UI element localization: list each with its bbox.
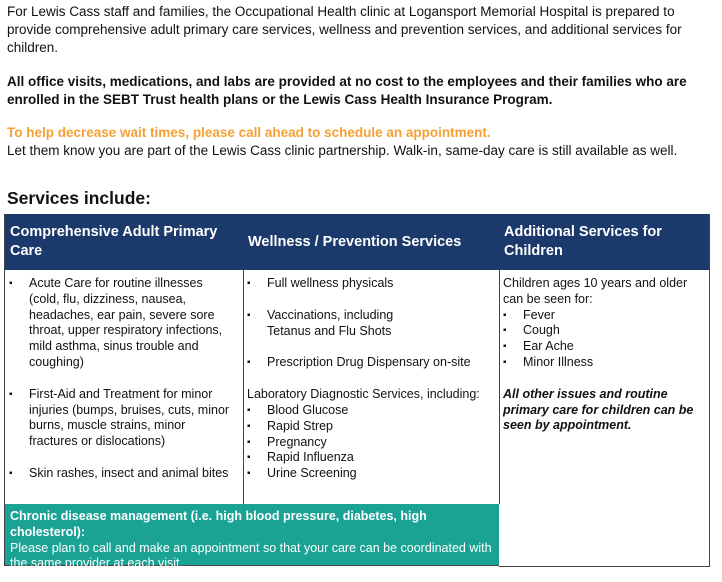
list-item: ▪ Urine Screening — [243, 466, 499, 482]
children-intro: Children ages 10 years and older can be seen for: — [503, 276, 688, 306]
wellness-column — [243, 214, 500, 504]
children-appointment-note: All other issues and routine primary care for children can be seen by appointment. — [503, 386, 694, 433]
call-ahead-note: To help decrease wait times, please call ahead to schedule an appointment. — [7, 125, 491, 140]
children-column — [499, 214, 710, 567]
adult-care-header: Comprehensive Adult Primary Care — [5, 214, 243, 270]
adult-care-list — [5, 276, 243, 482]
chronic-disease-box — [4, 504, 499, 571]
list-item: ▪ Ear Ache — [499, 339, 709, 355]
wellness-header: Wellness / Prevention Services — [243, 214, 499, 270]
list-item: ▪ Minor Illness — [499, 355, 709, 371]
children-header: Additional Services for Children — [499, 214, 709, 270]
adult-care-column — [4, 214, 244, 504]
list-item: ▪ Prescription Drug Dispensary on-site — [243, 355, 499, 371]
list-item: ▪ Fever — [499, 308, 709, 324]
list-item: ▪ First-Aid and Treatment for minor injuries (bumps, bruises, cuts, minor burns, muscle strains, minor fractures or dislocations) — [5, 387, 243, 450]
partnership-note: Let them know you are part of the Lewis Cass clinic partnership. Walk-in, same-day care is still available as well. — [7, 143, 678, 158]
intro-paragraph: For Lewis Cass staff and families, the Occupational Health clinic at Logansport Memorial Hospital is prepared to provide comprehensive adult primary care services, wellness and prevention services, and additional services for children. — [7, 4, 682, 55]
list-item: ▪ Skin rashes, insect and animal bites — [5, 466, 243, 482]
lab-services-list — [243, 403, 499, 482]
services-heading: Services include: — [7, 188, 151, 208]
list-item: ▪ Full wellness physicals — [243, 276, 499, 292]
list-item: ▪ Vaccinations, including Tetanus and Flu Shots — [243, 308, 499, 340]
list-item: ▪ Pregnancy — [243, 435, 499, 451]
wellness-list — [243, 276, 499, 371]
chronic-disease-title: Chronic disease management (i.e. high blood pressure, diabetes, high cholesterol): — [10, 509, 427, 539]
list-item: ▪ Blood Glucose — [243, 403, 499, 419]
list-item: ▪ Rapid Strep — [243, 419, 499, 435]
list-item: ▪ Acute Care for routine illnesses (cold, flu, dizziness, nausea, headaches, ear pain, severe sore throat, upper respiratory infections, mild asthma, sinus trouble and coughing) — [5, 276, 243, 371]
services-table — [4, 214, 710, 571]
list-item: ▪ Cough — [499, 323, 709, 339]
chronic-disease-text: Please plan to call and make an appointment so that your care can be coordinated with the same provider at each visit. — [10, 540, 492, 571]
list-item: ▪ Rapid Influenza — [243, 450, 499, 466]
lab-services-label: Laboratory Diagnostic Services, including: — [247, 387, 480, 402]
cost-note: All office visits, medications, and labs are provided at no cost to the employees and their families who are enrolled in the SEBT Trust health plans or the Lewis Cass Health Insurance Program. — [7, 74, 687, 107]
children-list — [499, 308, 709, 371]
